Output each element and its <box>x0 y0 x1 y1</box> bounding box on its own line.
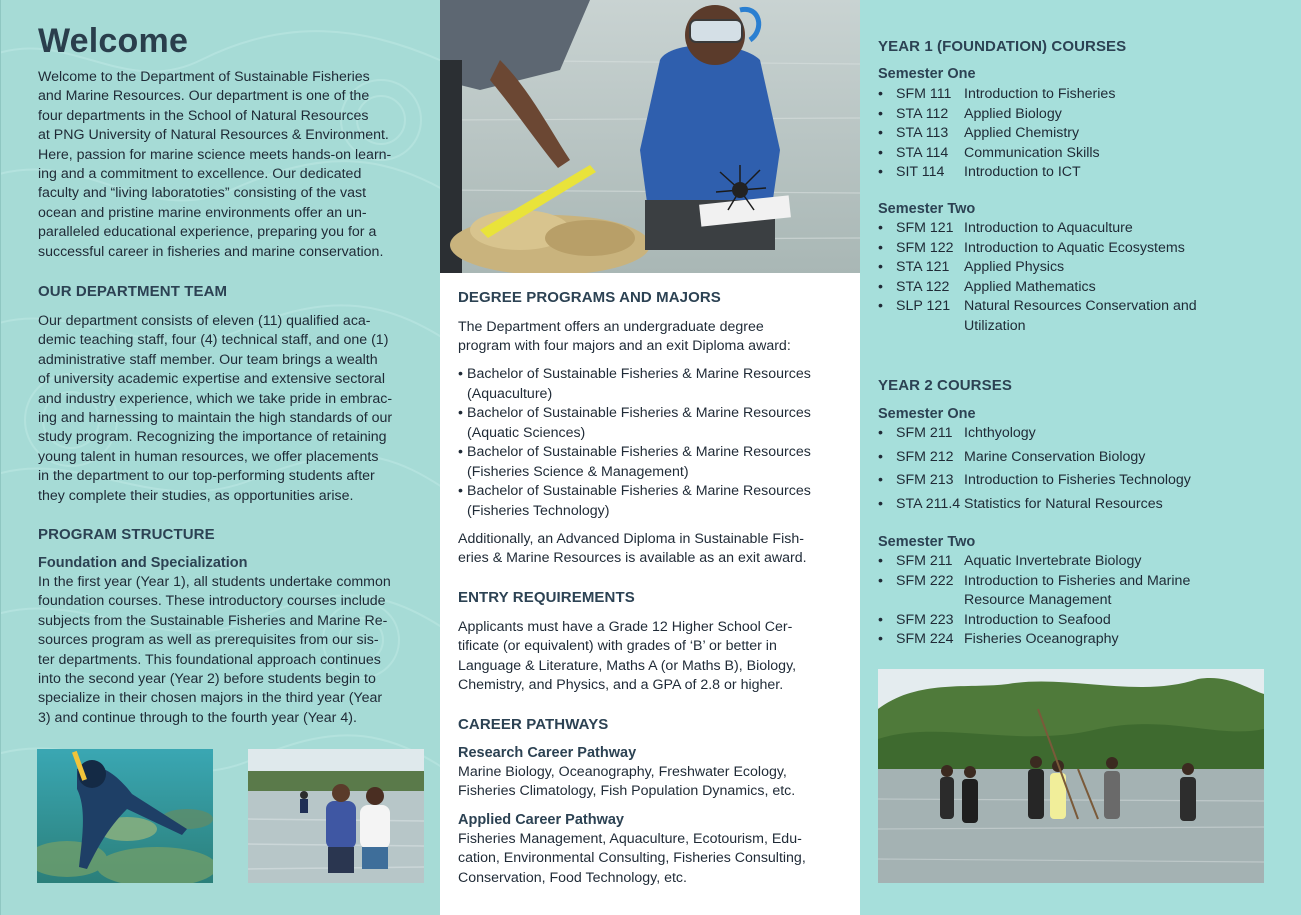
course-name: Applied Physics <box>964 259 1065 275</box>
major-name: (Aquatic Sciences) <box>467 424 586 441</box>
course-code: SFM 121 <box>896 220 954 236</box>
text-line: they complete their studies, as opportunities arise. <box>38 487 354 504</box>
year2-sem2-title: Semester Two <box>878 534 976 550</box>
text-line: Fisheries Management, Aquaculture, Ecotourism, Edu- <box>458 831 802 847</box>
course-name: Introduction to ICT <box>964 164 1081 180</box>
course-code: SFM 212 <box>896 448 954 465</box>
course-item: • SIT 114 Introduction to ICT <box>878 163 1288 183</box>
page-title: Welcome <box>38 22 189 60</box>
text-line: Chemistry, and Physics, and a GPA of 2.8 or higher. <box>458 677 784 694</box>
text-line: eries & Marine Resources is available as an exit award. <box>458 550 807 567</box>
year1-sem2-list <box>878 219 1288 336</box>
text-line: ing and a commitment to excellence. Our dedicated <box>38 166 362 183</box>
team-heading: OUR DEPARTMENT TEAM <box>38 283 228 300</box>
text-line: Additionally, an Advanced Diploma in Sustainable Fish- <box>458 531 804 547</box>
text-line: Here, passion for marine science meets hands-on learn- <box>38 146 392 163</box>
major-title: Bachelor of Sustainable Fisheries & Marine Resources <box>467 483 811 499</box>
course-name: Introduction to Fisheries and Marine <box>964 572 1191 589</box>
list-item <box>458 482 853 521</box>
course-code: SFM 223 <box>896 611 954 628</box>
applied-pathway-text <box>458 830 844 888</box>
year1-heading: YEAR 1 (FOUNDATION) COURSES <box>878 38 1127 55</box>
course-name: Aquatic Invertebrate Biology <box>964 553 1142 569</box>
list-item <box>458 365 853 404</box>
course-item: • SLP 121 Natural Resources Conservation and Utilization <box>878 297 1288 336</box>
course-item: • SFM 211 Aquatic Invertebrate Biology <box>878 552 1288 572</box>
course-item: • STA 121 Applied Physics <box>878 258 1288 278</box>
course-item: • SFM 122 Introduction to Aquatic Ecosystems <box>878 239 1288 259</box>
text-line: cation, Environmental Consulting, Fisheries Consulting, <box>458 850 806 867</box>
text-line: Conservation, Food Technology, etc. <box>458 869 687 886</box>
course-item: • STA 122 Applied Mathematics <box>878 278 1288 298</box>
degree-heading: DEGREE PROGRAMS AND MAJORS <box>458 289 721 306</box>
course-name: Fisheries Oceanography <box>964 631 1119 647</box>
course-code: SFM 224 <box>896 631 954 647</box>
text-line: 3) and continue through to the fourth year (Year 4). <box>38 709 357 726</box>
course-name: Applied Biology <box>964 105 1062 122</box>
year1-sem1-title: Semester One <box>878 66 976 82</box>
text-line: young talent in human resources, we offer placements <box>38 448 379 465</box>
field-study-photo <box>440 0 860 273</box>
course-name: Introduction to Aquatic Ecosystems <box>964 239 1185 256</box>
text-line: Welcome to the Department of Sustainable Fisheries <box>38 69 370 85</box>
text-line: ing and harnessing to maintain the high standards of our <box>38 410 393 427</box>
degree-intro <box>458 318 848 357</box>
text-line: Marine Biology, Oceanography, Freshwater Ecology, <box>458 764 787 780</box>
course-code: SLP 121 <box>896 298 951 314</box>
structure-text <box>38 573 424 728</box>
course-item: • SFM 211 Ichthyology <box>878 424 1288 448</box>
course-code: SFM 211 <box>896 553 953 569</box>
course-code: STA 211.4 <box>896 495 961 512</box>
text-line: demic teaching staff, four (4) technical staff, and one (1) <box>38 332 389 349</box>
major-title: Bachelor of Sustainable Fisheries & Marine Resources <box>467 444 811 460</box>
course-item: • SFM 111 Introduction to Fisheries <box>878 85 1288 105</box>
course-name-cont: Resource Management <box>964 592 1112 608</box>
applied-pathway-title: Applied Career Pathway <box>458 812 624 828</box>
major-title: Bachelor of Sustainable Fisheries & Marine Resources <box>467 405 811 421</box>
course-name: Applied Chemistry <box>964 125 1080 141</box>
middle-panel <box>440 0 860 915</box>
research-pathway-text <box>458 763 844 802</box>
text-line: administrative staff member. Our team brings a wealth <box>38 351 378 368</box>
left-panel <box>0 0 440 915</box>
text-line: Language & Literature, Maths A (or Maths B), Biology, <box>458 657 797 674</box>
major-title: Bachelor of Sustainable Fisheries & Marine Resources <box>467 366 811 382</box>
text-line: ocean and pristine marine environments offer an un- <box>38 204 367 221</box>
text-line: faculty and “living laboratoties” consisting of the vast <box>38 185 367 202</box>
course-item: • SFM 121 Introduction to Aquaculture <box>878 219 1288 239</box>
course-name: Communication Skills <box>964 144 1100 161</box>
course-code: SFM 122 <box>896 239 954 256</box>
course-name-cont: Utilization <box>964 317 1026 334</box>
entry-text <box>458 618 844 696</box>
text-line: subjects from the Sustainable Fisheries and Marine Re- <box>38 612 388 629</box>
course-name: Introduction to Aquaculture <box>964 220 1133 236</box>
text-line: and industry experience, which we take pride in embrac- <box>38 390 393 407</box>
course-code: STA 121 <box>896 259 950 275</box>
course-name: Introduction to Seafood <box>964 611 1111 628</box>
major-name: (Aquaculture) <box>467 385 553 402</box>
course-name: Introduction to Fisheries Technology <box>964 472 1191 488</box>
text-line: Fisheries Climatology, Fish Population Dynamics, etc. <box>458 783 796 800</box>
course-item: • STA 112 Applied Biology <box>878 105 1288 125</box>
course-code: STA 112 <box>896 105 949 122</box>
text-line: of university academic expertise and extensive sectoral <box>38 371 385 388</box>
diploma-text <box>458 530 844 569</box>
year2-sem1-list <box>878 424 1288 518</box>
welcome-text <box>38 68 424 262</box>
text-line: four departments in the School of Natural Resources <box>38 107 369 124</box>
course-item: • STA 113 Applied Chemistry <box>878 124 1288 144</box>
major-name: (Fisheries Science & Management) <box>467 463 689 480</box>
list-item <box>458 443 853 482</box>
text-line: into the second year (Year 2) before students begin to <box>38 671 376 688</box>
course-code: STA 114 <box>896 144 949 161</box>
students-wading-photo <box>248 749 424 883</box>
course-item: • SFM 223 Introduction to Seafood <box>878 611 1288 631</box>
list-item <box>458 404 853 443</box>
text-line: Our department consists of eleven (11) qualified aca- <box>38 313 371 329</box>
text-line: at PNG University of Natural Resources & Environment. <box>38 127 389 144</box>
text-line: foundation courses. These introductory courses include <box>38 593 386 610</box>
research-pathway-title: Research Career Pathway <box>458 745 637 761</box>
course-item: • STA 211.4 Statistics for Natural Resources <box>878 495 1288 519</box>
course-name: Marine Conservation Biology <box>964 448 1146 465</box>
text-line: successful career in fisheries and marine conservation. <box>38 243 384 260</box>
text-line: paralleled educational experience, preparing you for a <box>38 224 377 241</box>
text-line: In the first year (Year 1), all students undertake common <box>38 574 391 590</box>
course-code: STA 122 <box>896 278 950 295</box>
text-line: study program. Recognizing the importance of retaining <box>38 429 387 446</box>
year2-sem2-list <box>878 552 1288 650</box>
text-line: The Department offers an undergraduate degree <box>458 319 764 335</box>
text-line: sources program as well as prerequisites from our sis- <box>38 632 379 649</box>
course-code: SIT 114 <box>896 164 945 180</box>
text-line: and Marine Resources. Our department is one of the <box>38 88 370 105</box>
year2-heading: YEAR 2 COURSES <box>878 377 1012 394</box>
mangrove-fieldwork-photo <box>878 669 1264 883</box>
majors-list <box>458 365 853 521</box>
text-line: ter departments. This foundational approach continues <box>38 651 381 668</box>
structure-heading: PROGRAM STRUCTURE <box>38 526 215 543</box>
text-line: tificate (or equivalent) with grades of ‘B’ or better in <box>458 638 777 655</box>
entry-heading: ENTRY REQUIREMENTS <box>458 589 635 606</box>
year2-sem1-title: Semester One <box>878 406 976 422</box>
text-line: in the department to our top-performing students after <box>38 468 375 485</box>
text-line: specialize in their chosen majors in the third year (Year <box>38 690 383 707</box>
course-item: • SFM 222 Introduction to Fisheries and Marine Resource Management <box>878 572 1288 611</box>
course-item: • SFM 212 Marine Conservation Biology <box>878 448 1288 472</box>
structure-subheading: Foundation and Specialization <box>38 555 248 571</box>
year1-sem2-title: Semester Two <box>878 201 976 217</box>
text-line: program with four majors and an exit Diploma award: <box>458 338 791 355</box>
careers-heading: CAREER PATHWAYS <box>458 716 609 733</box>
course-name: Ichthyology <box>964 425 1036 441</box>
course-name: Introduction to Fisheries <box>964 86 1116 102</box>
course-name: Natural Resources Conservation and <box>964 298 1197 314</box>
course-name: Statistics for Natural Resources <box>964 495 1163 512</box>
course-item: • SFM 213 Introduction to Fisheries Technology <box>878 471 1288 495</box>
text-line: Applicants must have a Grade 12 Higher School Cer- <box>458 619 793 635</box>
course-code: STA 113 <box>896 125 949 141</box>
year1-sem1-list <box>878 85 1288 183</box>
course-name: Applied Mathematics <box>964 278 1096 295</box>
team-text <box>38 312 424 506</box>
course-item: • STA 114 Communication Skills <box>878 144 1288 164</box>
course-code: SFM 213 <box>896 472 954 488</box>
course-code: SFM 211 <box>896 425 953 441</box>
major-name: (Fisheries Technology) <box>467 502 610 519</box>
course-code: SFM 222 <box>896 572 954 589</box>
course-code: SFM 111 <box>896 86 952 102</box>
course-item: • SFM 224 Fisheries Oceanography <box>878 630 1288 650</box>
snorkeler-photo <box>37 749 213 883</box>
right-panel <box>860 0 1301 915</box>
